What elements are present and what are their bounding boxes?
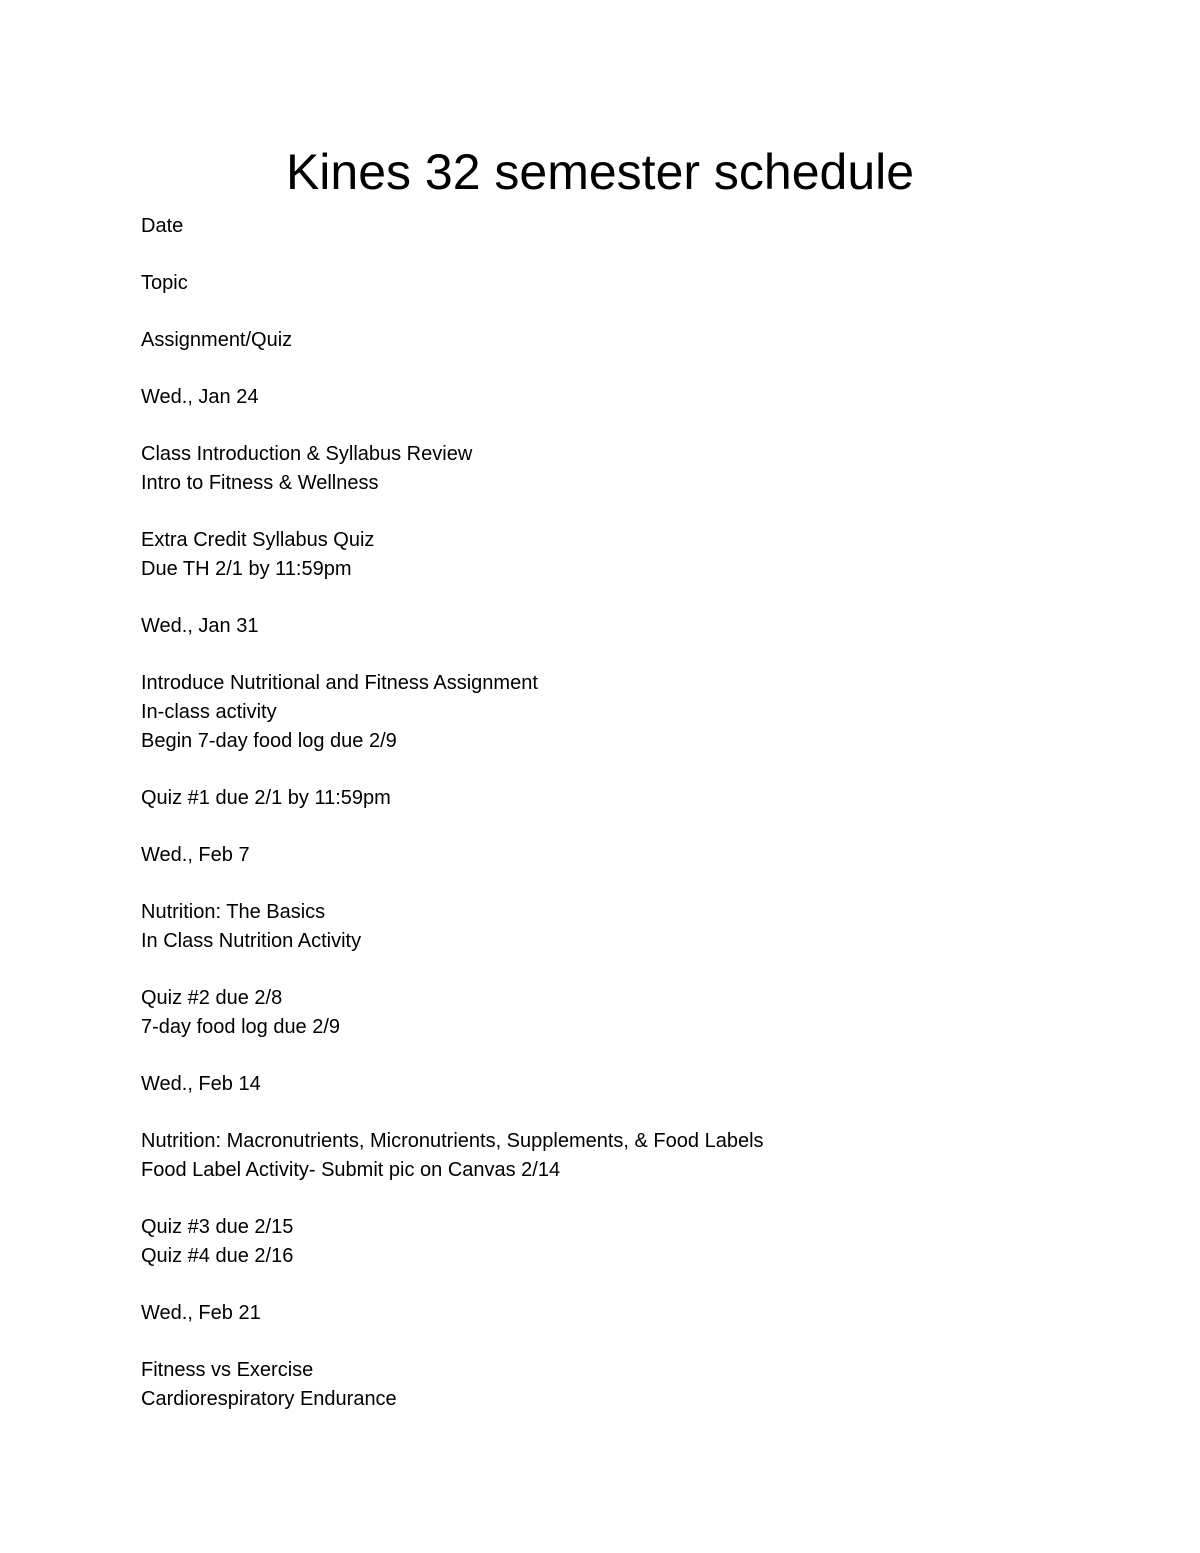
schedule-topic-jan-31	[141, 669, 1141, 756]
schedule-date-jan-24	[141, 383, 1141, 412]
schedule-assignment-jan-24	[141, 526, 1141, 584]
schedule-topic-feb-21	[141, 1356, 1141, 1414]
text-line: Food Label Activity- Submit pic on Canvas 2/14	[141, 1159, 561, 1181]
text-line: Extra Credit Syllabus Quiz	[141, 529, 375, 551]
text-line: Nutrition: Macronutrients, Micronutrients, Supplements, & Food Labels	[141, 1130, 764, 1152]
text-line: Due TH 2/1 by 11:59pm	[141, 558, 352, 580]
text-line: Quiz #1 due 2/1 by 11:59pm	[141, 787, 391, 809]
text-line: Nutrition: The Basics	[141, 901, 326, 923]
text-line: Begin 7-day food log due 2/9	[141, 730, 397, 752]
column-header-assignment	[141, 326, 1141, 355]
text-line: Date	[141, 215, 184, 237]
text-line: Intro to Fitness & Wellness	[141, 472, 379, 494]
text-line: Class Introduction & Syllabus Review	[141, 443, 473, 465]
text-line: Wed., Feb 14	[141, 1073, 261, 1095]
schedule-assignment-feb-14	[141, 1213, 1141, 1271]
text-line: 7-day food log due 2/9	[141, 1016, 341, 1038]
text-line: Wed., Feb 21	[141, 1302, 261, 1324]
text-line: Wed., Jan 31	[141, 615, 259, 637]
text-line: Assignment/Quiz	[141, 329, 293, 351]
schedule-date-feb-21	[141, 1299, 1141, 1328]
document-title: Kines 32 semester schedule	[285, 144, 915, 200]
schedule-topic-feb-14	[141, 1127, 1141, 1185]
text-line: In Class Nutrition Activity	[141, 930, 362, 952]
schedule-date-feb-14	[141, 1070, 1141, 1099]
schedule-assignment-feb-7	[141, 984, 1141, 1042]
text-line: Wed., Feb 7	[141, 844, 250, 866]
text-line: Quiz #4 due 2/16	[141, 1245, 294, 1267]
text-line: Introduce Nutritional and Fitness Assignment	[141, 672, 538, 694]
column-header-topic	[141, 269, 1141, 298]
schedule-date-jan-31	[141, 612, 1141, 641]
text-line: Wed., Jan 24	[141, 386, 259, 408]
text-line: Quiz #2 due 2/8	[141, 987, 283, 1009]
text-line: Topic	[141, 272, 188, 294]
text-line: Cardiorespiratory Endurance	[141, 1388, 397, 1410]
column-header-date	[141, 212, 1141, 241]
text-line: Fitness vs Exercise	[141, 1359, 314, 1381]
schedule-topic-feb-7	[141, 898, 1141, 956]
schedule-body	[141, 212, 1141, 1442]
schedule-assignment-jan-31	[141, 784, 1141, 813]
text-line: Quiz #3 due 2/15	[141, 1216, 294, 1238]
text-line: In-class activity	[141, 701, 277, 723]
schedule-topic-jan-24	[141, 440, 1141, 498]
schedule-date-feb-7	[141, 841, 1141, 870]
